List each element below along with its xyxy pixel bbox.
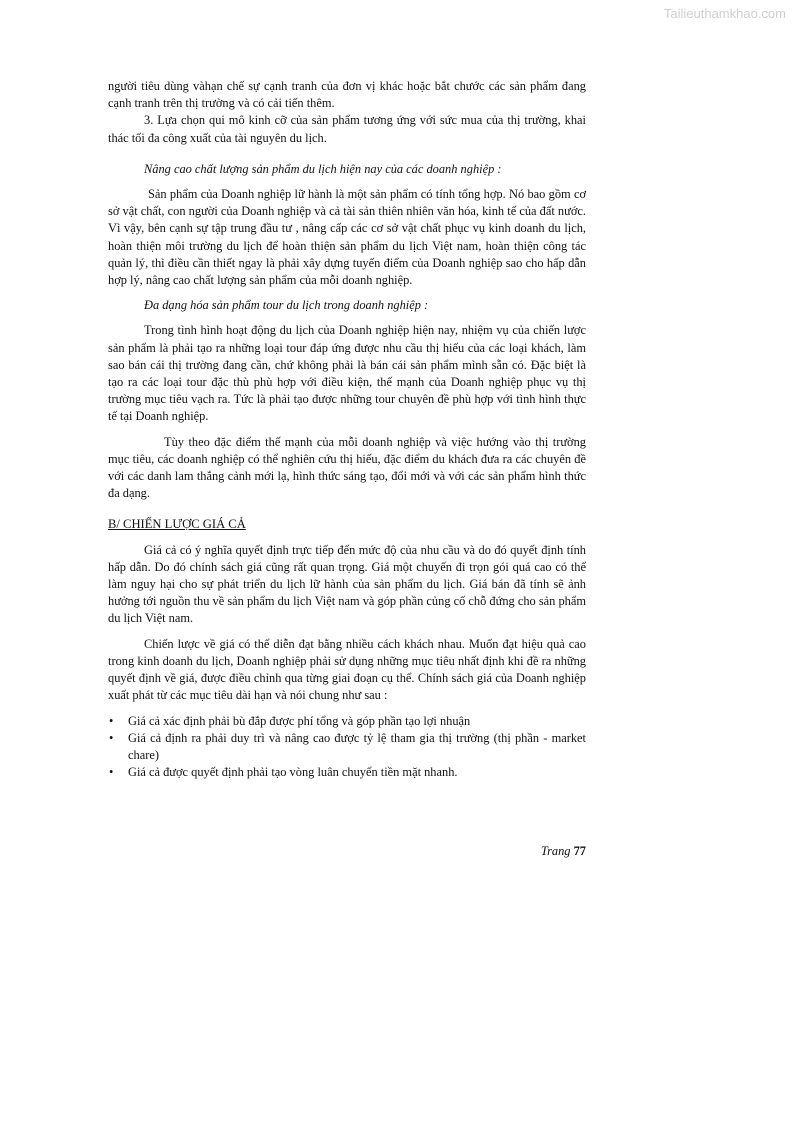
paragraph-market-focus: Tùy theo đặc điểm thế mạnh của mỗi doanh nghiệp và việc hướng vào thị trường mục tiêu, các doanh nghiệp có thể nghiên cứu thị hiếu, đặc điểm du khách đưa ra các chuyên đề với các danh lam thắng cảnh mới lạ, hình thức sáng tạo, đổi mới và với các sản phẩm hình thức đa dạng. <box>108 434 586 501</box>
list-item-text: Giá cả định ra phải duy trì và nâng cao được tỷ lệ tham gia thị trường (thị phần - market chare) <box>128 730 586 762</box>
list-item <box>108 713 586 730</box>
list-item-text: Giá cả được quyết định phải tạo vòng luân chuyển tiền mặt nhanh. <box>128 765 458 780</box>
subheading-quality: Nâng cao chất lượng sản phẩm du lịch hiện nay của các doanh nghiệp : <box>144 161 502 176</box>
bullet-icon: • <box>109 765 114 780</box>
list-item-text: Giá cả xác định phải bù đắp được phí tổng và góp phần tạo lợi nhuận <box>128 713 471 728</box>
bullet-icon: • <box>109 713 114 728</box>
watermark: Tailieuthamkhao.com <box>663 6 786 21</box>
page-label: Trang <box>540 844 571 858</box>
bullet-icon: • <box>109 730 114 745</box>
paragraph-continuation: người tiêu dùng vàhạn chế sự cạnh tranh của đơn vị khác hoặc bắt chước các sản phẩm đang cạnh tranh trên thị trường và có cải tiến thêm. <box>108 79 586 111</box>
paragraph-quality: Sản phẩm của Doanh nghiệp lữ hành là một sản phẩm có tính tổng hợp. Nó bao gồm cơ sở vật chất, con người của Doanh nghiệp và cả tài sản thiên nhiên văn hóa, kinh tế của đất nước. Vì vậy, bên cạnh sự tập trung đầu tư , nâng cấp các cơ sở vật chất phục vụ kinh doanh du lịch, hoàn thiện môi trường du lịch để hoàn thiện sản phẩm du lịch Việt nam, hoàn thiện công tác quản lý, thì điều cần thiết ngay là phải xây dựng tuyến điểm của Doanh nghiệp sao cho hấp dẫn hợp lý, nâng cao chất lượng sản phẩm của mỗi doanh nghiệp. <box>108 187 586 288</box>
pricing-objectives-list <box>108 713 586 782</box>
list-item <box>108 764 586 781</box>
paragraph-diversify: Trong tình hình hoạt động du lịch của Doanh nghiệp hiện nay, nhiệm vụ của chiến lược sản phẩm là phải tạo ra những loại tour đáp ứng được nhu cầu thị hiếu của các loại khách, làm sao bán cái thị trường đang cần, chứ không phải là bán cái sản phẩm mình sẵn có. Đặc biệt là tạo ra các loại tour đặc thù phù hợp với điều kiện, thế mạnh của Doanh nghiệp phục vụ thị trường mục tiêu vạch ra. Tức là phải tạo được những tour chuyên đề phù hợp với tình hình thực tế tại Doanh nghiệp. <box>108 323 586 424</box>
page-number: 77 <box>573 844 586 858</box>
paragraph-item-3: 3. Lựa chọn qui mô kinh cỡ của sản phẩm tương ứng với sức mua của thị trường, khai thác tối đa công xuất của tài nguyên du lịch. <box>108 113 586 145</box>
section-heading-pricing: B/ CHIẾN LƯỢC GIÁ CẢ <box>108 517 246 532</box>
subheading-diversify: Đa dạng hóa sản phẩm tour du lịch trong doanh nghiệp : <box>144 298 429 313</box>
document-body <box>108 78 586 781</box>
list-item <box>108 730 586 764</box>
page-footer <box>541 844 586 859</box>
paragraph-pricing-importance: Giá cả có ý nghĩa quyết định trực tiếp đến mức độ của nhu cầu và do đó quyết định tính hấp dẫn. Do đó chính sách giá cũng rất quan trọng. Giá một chuyến đi trọn gói quá cao có thể làm nguy hại cho sự phát triển du lịch lữ hành của sản phẩm du lịch. Giá bán đã tính sẽ ảnh hưởng tới nguồn thu về sản phẩm du lịch Việt nam và góp phần củng cố chỗ đứng cho sản phẩm du lịch Việt nam. <box>108 542 586 626</box>
paragraph-pricing-strategy: Chiến lược về giá có thể diễn đạt bằng nhiều cách khách nhau. Muốn đạt hiệu quả cao trong kinh doanh du lịch, Doanh nghiệp phải sử dụng những mục tiêu nhất định khi đề ra những quyết định về giá, được điều chỉnh qua từng giai đoạn cụ thể. Chính sách giá của Doanh nghiệp xuất phát từ các mục tiêu dài hạn và nói chung như sau : <box>108 636 586 703</box>
